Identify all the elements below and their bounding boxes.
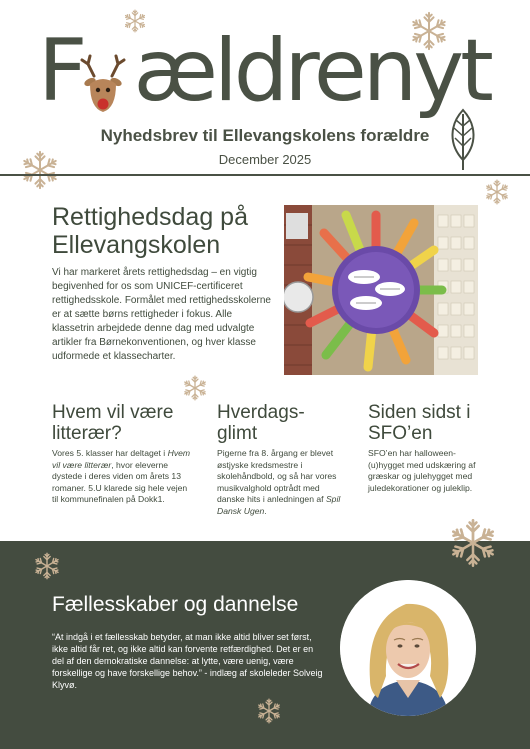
column-body-litteraer: Vores 5. klasser har deltaget i Hvem vil være litterær, hvor eleverne dystede i deres viden om årets 13 romaner. 5.U klarede sig hele vejen til kommunefinalen på Dokk1. — [52, 448, 191, 504]
principal-quote: “At indgå i et fællesskab betyder, at man ikke altid bliver set først, ikke altid får ret, og ikke altid kan forvente retfærdighed. Det er en del af den demokratiske dannelse: at lytte, være uenig, være forskellige og have forskellige behov.” - indlæg af skoleleder Solveig Klyvø. — [52, 632, 323, 690]
newsletter-subtitle: Nyhedsbrev til Ellevangskolens forældre — [100, 126, 430, 145]
snowflake-icon — [182, 375, 208, 401]
reindeer-icon — [78, 52, 128, 116]
column-title-sfo: Siden sidst i SFO’en — [368, 402, 471, 444]
snowflake-icon — [256, 698, 282, 724]
snowflake-icon — [484, 179, 510, 205]
newsletter-title: F ældrenyt — [38, 21, 490, 121]
column-title-litteraer: Hvem vil være litterær? — [52, 402, 174, 444]
footer-title: Fællesskaber og dannelse — [52, 593, 299, 616]
snowflake-icon — [33, 552, 61, 580]
column-body-hverdagsglimt: Pigerne fra 8. årgang er blevet østjyske kredsmestre i skolehåndbold, og så har vores musikvalghold optrådt med danske hits i anledningen af Spil Dansk Ugen. — [217, 448, 341, 516]
principal-portrait — [340, 580, 476, 716]
column-title-hverdagsglimt: Hverdags- glimt — [217, 402, 305, 444]
header-divider — [0, 174, 530, 176]
class-charter-photo — [284, 205, 478, 375]
issue-date: December 2025 — [218, 152, 312, 167]
column-body-sfo: SFO’en har halloween-(u)hygget med udskæring af græskar og julehygget med juledekorationer og juleklip. — [368, 448, 476, 493]
lead-article-title: Rettighedsdag på Ellevangskolen — [52, 203, 248, 259]
lead-article-body: Vi har markeret årets rettighedsdag – en vigtig begivenhed for os som UNICEF-certificeret rettighedsskole. Formålet med rettighedsskolerne er at sætte børns rettigheder i fokus. Alle klassetrin arbejdede denne dag med udvalgte artikler fra Børnekonventionen, og hver klasse udformede et klassecharter. — [52, 267, 271, 362]
snowflake-icon — [448, 518, 498, 568]
